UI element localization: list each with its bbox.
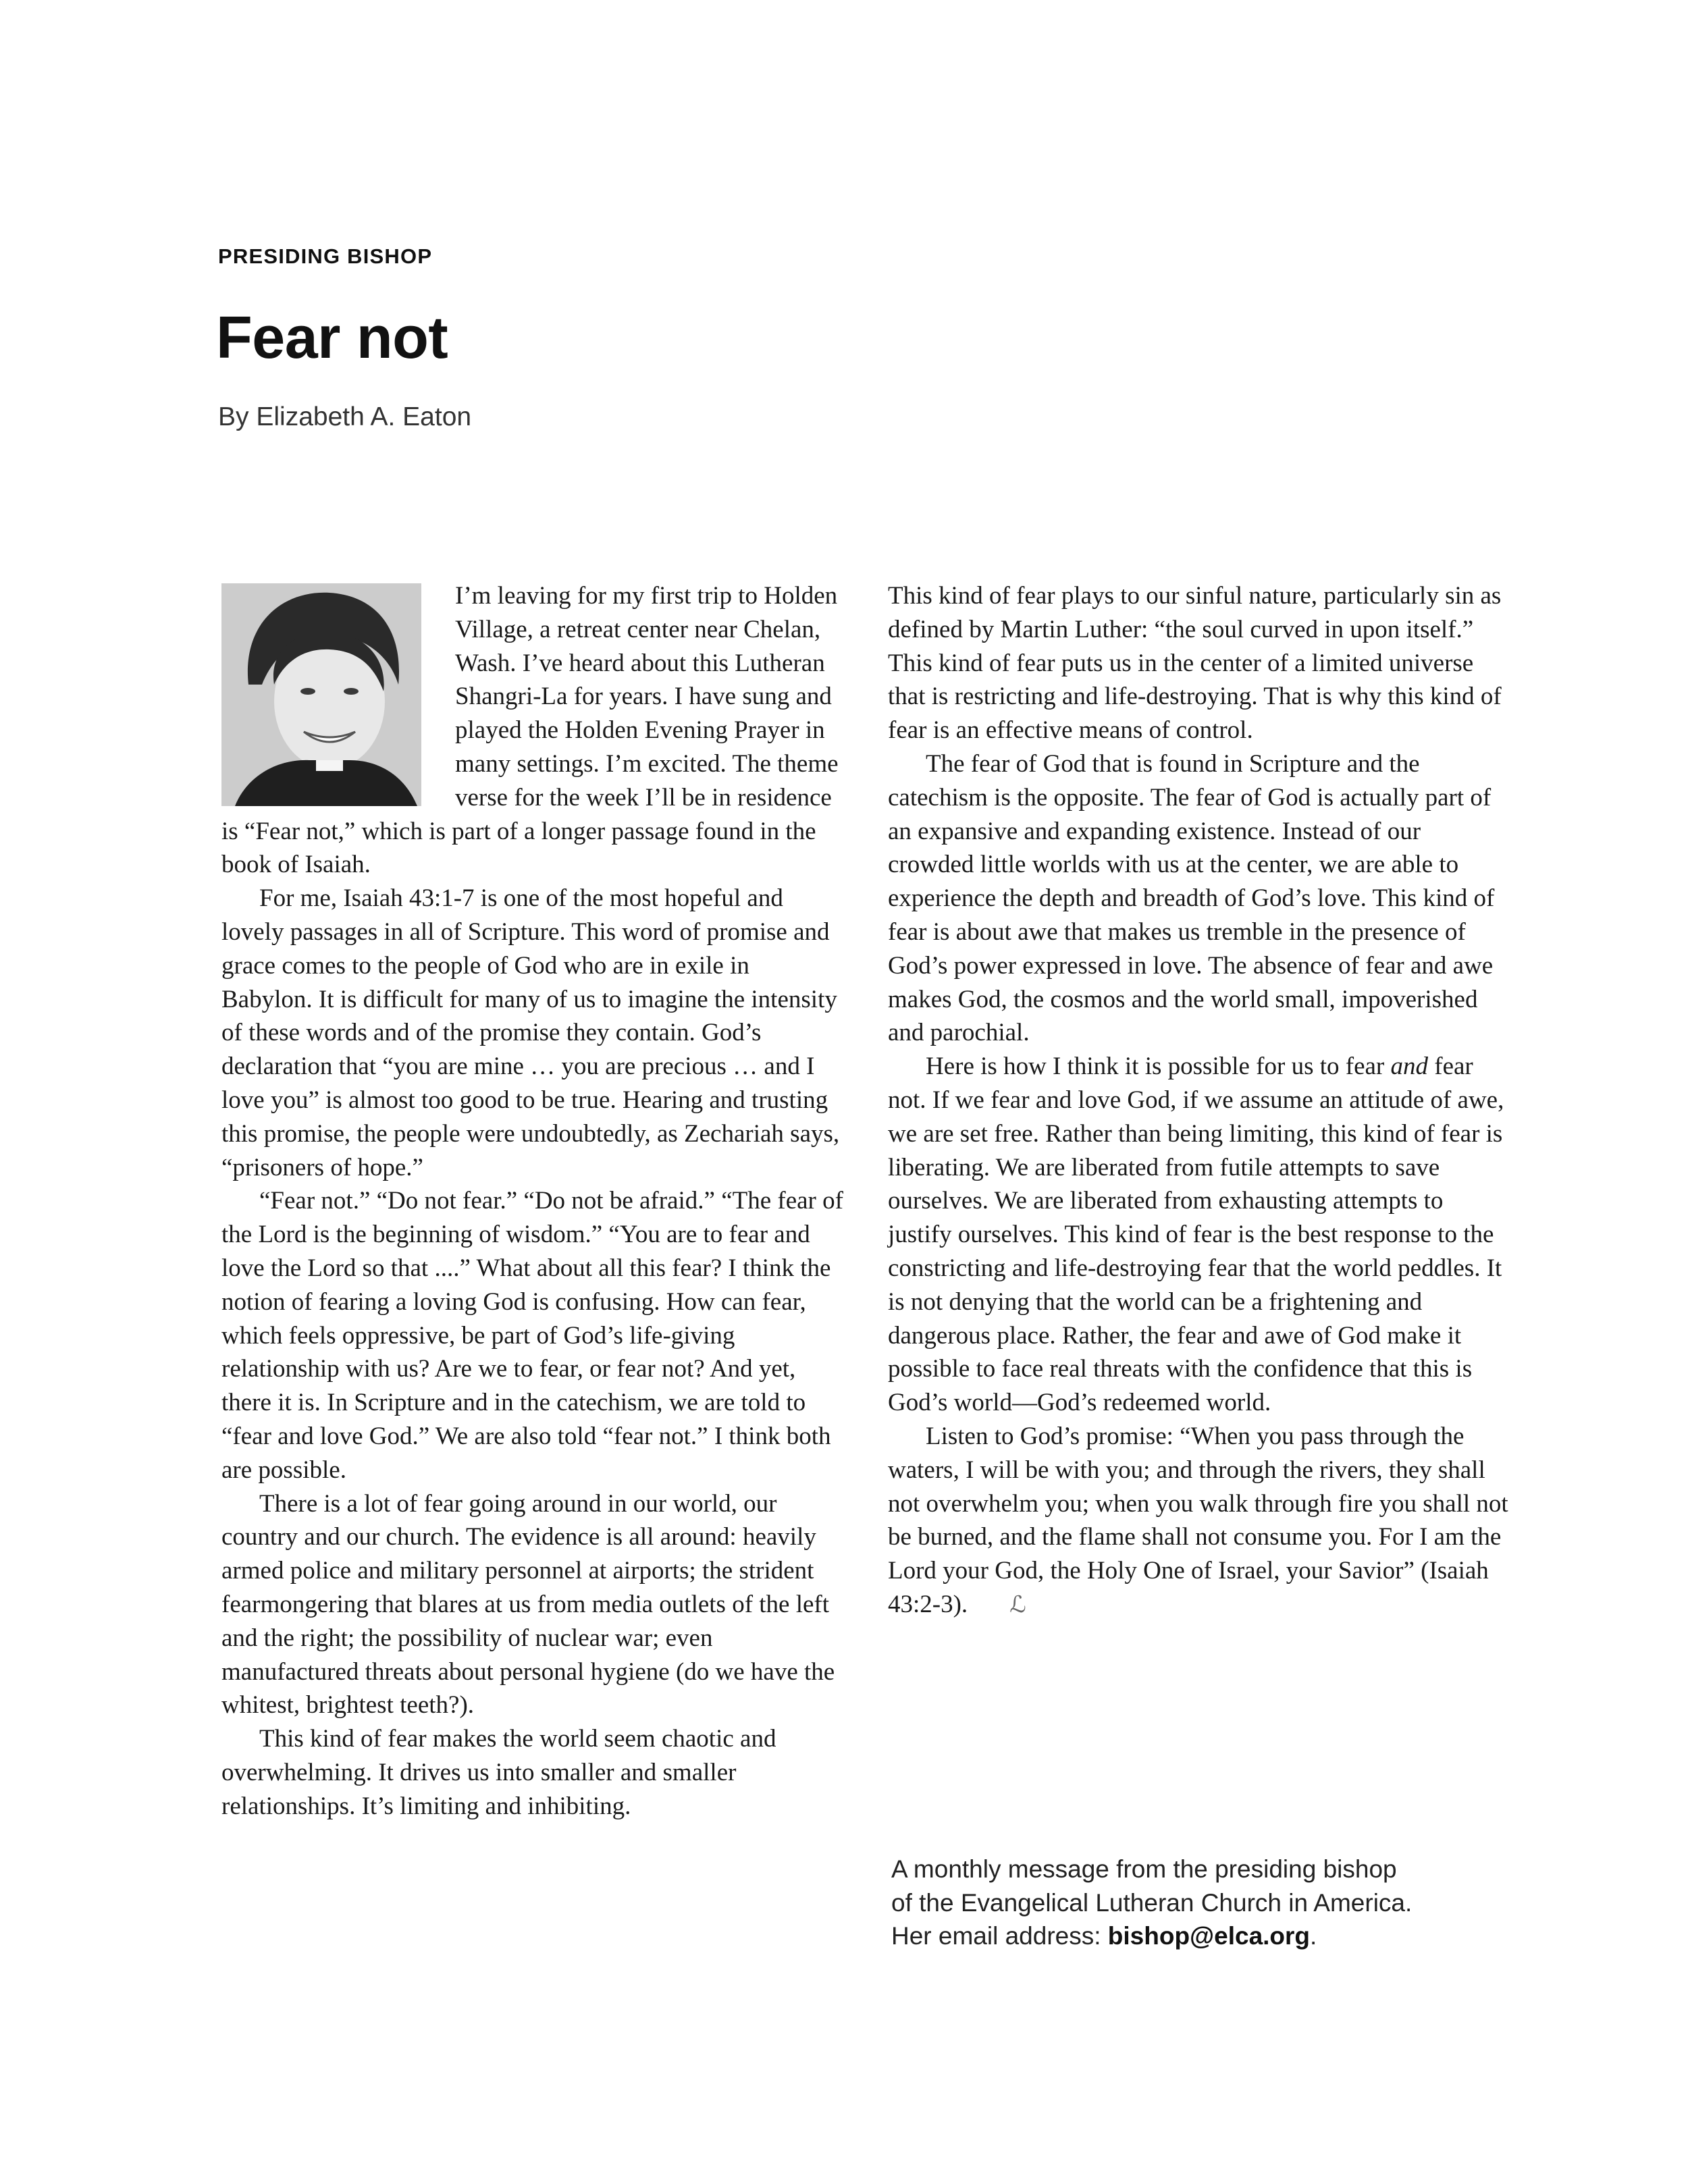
article-title: Fear not [216,304,448,371]
author-note [891,1853,1512,1953]
paragraph-lead: Here is how I think it is possible for us to fear [926,1053,1391,1081]
author-note-line: A monthly message from the presiding bishop [891,1855,1397,1883]
email-suffix: . [1310,1922,1317,1950]
paragraph: This kind of fear plays to our sinful nature, particularly sin as defined by Martin Luther: “the soul curved in upon itself.” This kind of fear puts us in the center of a limited universe that is restricting and life-destroying. That is why this kind of fear is an effective means of control. [888,582,1502,745]
author-note-line [891,1919,1512,1953]
paragraph-rest: fear not. If we fear and love God, if we assume an attitude of awe, we are set free. Rather than being limiting, this kind of fear is liberating. We are liberated from futile attempts to save ourselves. We are liberated from exhausting attempts to justify ourselves. This kind of fear is the best response to the constricting and life-destroying fear that the world peddles. It is not denying that the world can be a frightening and dangerous place. Rather, the fear and awe of God make it possible to face real threats with the confidence that this is God’s world—God’s redeemed world. [888,1053,1504,1417]
emphasis: and [1390,1053,1428,1081]
article-column-left [221,579,844,1823]
paragraph: “Fear not.” “Do not fear.” “Do not be afraid.” “The fear of the Lord is the beginning of wisdom.” “You are to fear and love the Lord so that ....” What about all this fear? I think the notion of fearing a loving God is confusing. How can fear, which feels oppressive, be part of God’s life-giving relationship with us? Are we to fear, or fear not? And yet, there it is. In Scripture and in the catechism, we are told to “fear and love God.” We are also told “fear not.” I think both are possible. [221,1187,843,1484]
paragraph-text: Listen to God’s promise: “When you pass through the waters, I will be with you; and through the rivers, they shall not overwhelm you; when you walk through fire you shall not be burned, and the flame shall not consume you. For I am the Lord your God, the Holy One of Israel, your Savior” (Isaiah 43:2-3). [888,1422,1508,1618]
email-label: Her email address: [891,1922,1108,1950]
paragraph: For me, Isaiah 43:1-7 is one of the most hopeful and lovely passages in all of Scripture. This word of promise and grace comes to the people of God who are in exile in Babylon. It is difficult for many of us to imagine the intensity of these words and of the promise they contain. God’s declaration that “you are mine … you are precious … and I love you” is almost too good to be true. Hearing and trusting this promise, the people were undoubtedly, as Zechariah says, “prisoners of hope.” [221,884,840,1181]
paragraph: There is a lot of fear going around in our world, our country and our church. The evidence is all around: heavily armed police and military personnel at airports; the strident fearmongering that blares at us from media outlets of the left and the right; the possibility of nuclear war; even manufactured threats about personal hygiene (do we have the whitest, brightest teeth?). [221,1489,835,1720]
paragraph [888,1420,1512,1622]
paragraph: The fear of God that is found in Scripture and the catechism is the opposite. The fear of God is actually part of an expansive and expanding existence. Instead of our crowded little worlds with us at the center, we are able to experience the depth and breadth of God’s love. This kind of fear is about awe that makes us tremble in the presence of God’s power expressed in love. The absence of fear and awe makes God, the cosmos and the world small, impoverished and parochial. [888,749,1495,1047]
paragraph: This kind of fear makes the world seem chaotic and overwhelming. It drives us into smaller and smaller relationships. It’s limiting and inhibiting. [221,1725,776,1820]
email-link[interactable]: bishop@elca.org [1107,1922,1311,1950]
author-note-line: of the Evangelical Lutheran Church in America. [891,1888,1413,1917]
section-label: PRESIDING BISHOP [218,244,433,268]
end-mark-icon: ℒ [1009,1591,1026,1618]
paragraph: I’m leaving for my first trip to Holden Village, a retreat center near Chelan, Wash. I’ve heard about this Lutheran Shangri-La for years. I have sung and played the Holden Evening Prayer in many settings. I’m excited. The theme verse for the week I’ll be in residence is “Fear not,” which is part of a longer passage found in the book of Isaiah. [221,582,839,879]
portrait-photo [221,583,421,806]
article-column-right [888,579,1512,1622]
paragraph [888,1050,1512,1420]
byline: By Elizabeth A. Eaton [218,402,472,431]
